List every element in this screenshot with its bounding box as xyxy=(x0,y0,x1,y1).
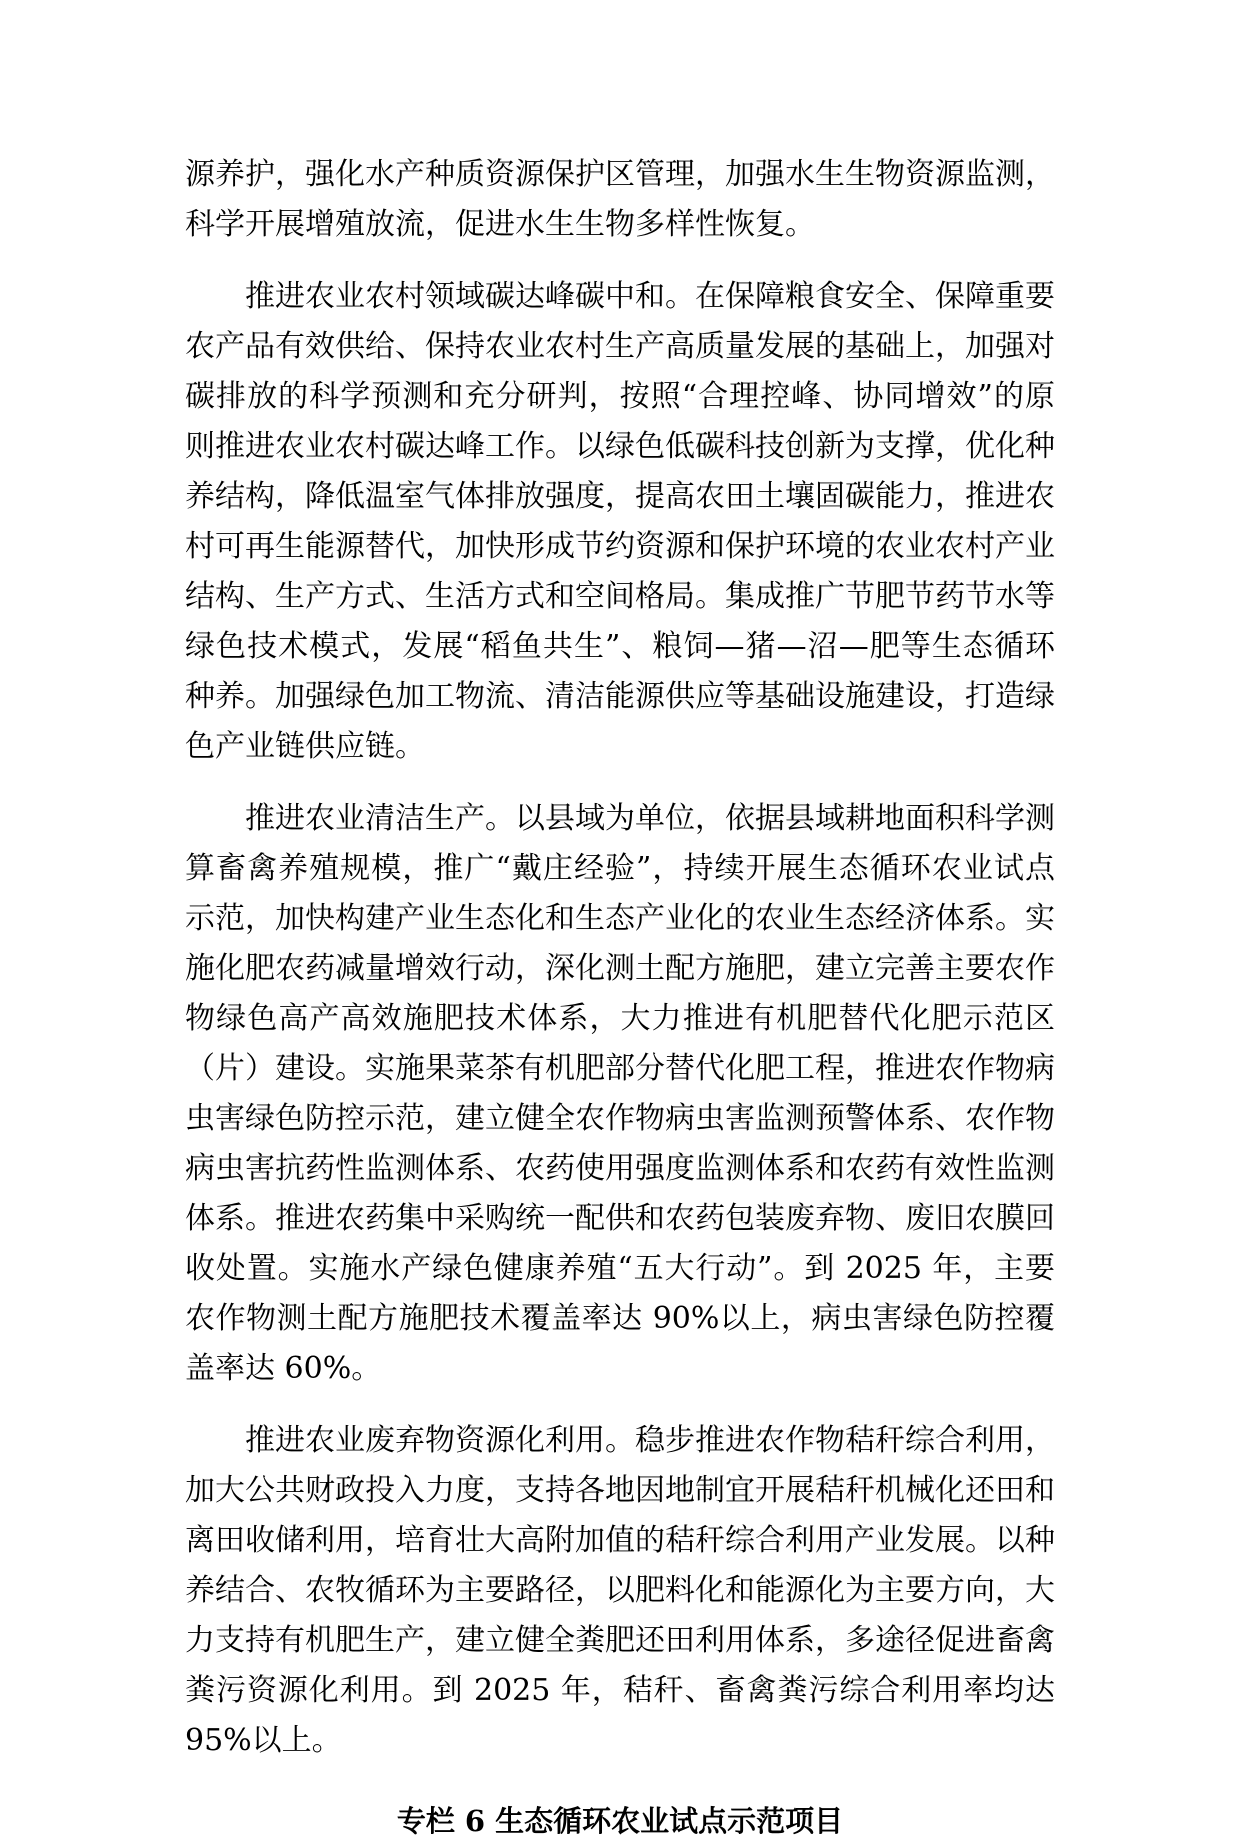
body-paragraph: 源养护，强化水产种质资源保护区管理，加强水生生物资源监测，科学开展增殖放流，促进水生生物多样性恢复。 xyxy=(185,157,1055,242)
body-paragraph: 推进农业农村领域碳达峰碳中和。在保障粮食安全、保障重要农产品有效供给、保持农业农村生产高质量发展的基础上，加强对碳排放的科学预测和充分研判，按照“合理控峰、协同增效”的原则推进农业农村碳达峰工作。以绿色低碳科技创新为支撑，优化种养结构，降低温室气体排放强度，提高农田土壤固碳能力，推进农村可再生能源替代，加快形成节约资源和保护环境的农业农村产业结构、生产方式、生活方式和空间格局。集成推广节肥节药节水等绿色技术模式，发展“稻鱼共生”、粮饲—猪—沼—肥等生态循环种养。加强绿色加工物流、清洁能源供应等基础设施建设，打造绿色产业链供应链。 xyxy=(185,279,1055,764)
box-heading: 专栏 6 生态循环农业试点示范项目 xyxy=(396,1804,844,1838)
body-paragraph: 推进农业清洁生产。以县域为单位，依据县域耕地面积科学测算畜禽养殖规模，推广“戴庄经验”，持续开展生态循环农业试点示范，加快构建产业生态化和生态产业化的农业生态经济体系。实施化肥农药减量增效行动，深化测土配方施肥，建立完善主要农作物绿色高产高效施肥技术体系，大力推进有机肥替代化肥示范区（片）建设。实施果菜茶有机肥部分替代化肥工程，推进农作物病虫害绿色防控示范，建立健全农作物病虫害监测预警体系、农作物病虫害抗药性监测体系、农药使用强度监测体系和农药有效性监测体系。推进农药集中采购统一配供和农药包装废弃物、废旧农膜回收处置。实施水产绿色健康养殖“五大行动”。到 2025 年，主要农作物测土配方施肥技术覆盖率达 90%以上，病虫害绿色防控覆盖率达 60%。 xyxy=(185,801,1055,1386)
body-paragraph: 推进农业废弃物资源化利用。稳步推进农作物秸秆综合利用，加大公共财政投入力度，支持各地因地制宜开展秸秆机械化还田和离田收储利用，培育壮大高附加值的秸秆综合利用产业发展。以种养结合、农牧循环为主要路径，以肥料化和能源化为主要方向，大力支持有机肥生产，建立健全粪肥还田利用体系，多途径促进畜禽粪污资源化利用。到 2025 年，秸秆、畜禽粪污综合利用率均达 95%以上。 xyxy=(185,1423,1055,1758)
